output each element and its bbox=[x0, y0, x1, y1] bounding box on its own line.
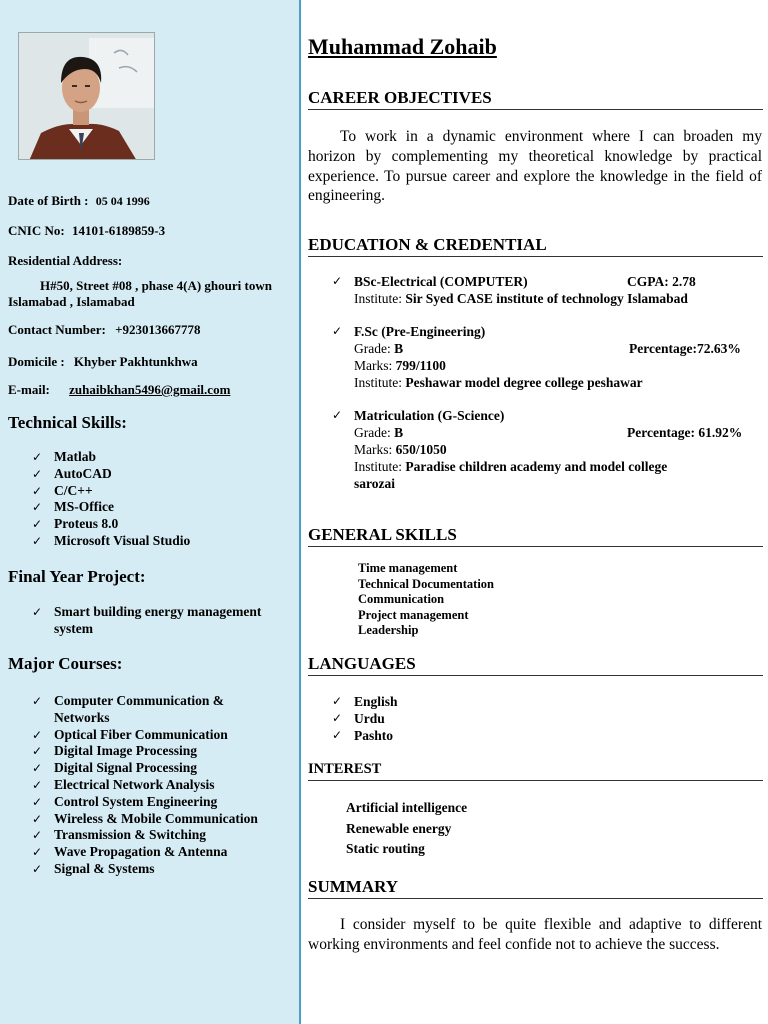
interest-heading: INTEREST bbox=[308, 759, 763, 781]
fyp-list bbox=[32, 604, 261, 638]
domicile-label: Domicile : bbox=[8, 354, 65, 369]
contact-label: Contact Number: bbox=[8, 322, 106, 337]
course-item: ✓ Transmission & Switching bbox=[32, 827, 258, 844]
candidate-name: Muhammad Zohaib bbox=[308, 34, 497, 59]
fyp-line-1: Smart building energy management bbox=[54, 604, 262, 619]
fsc-grade: B bbox=[394, 341, 404, 356]
course-item: ✓ Electrical Network Analysis bbox=[32, 777, 258, 794]
fsc-marks: 799/1100 bbox=[395, 358, 446, 373]
profile-photo bbox=[18, 32, 155, 160]
general-skills-list bbox=[358, 561, 494, 639]
summary-text: I consider myself to be quite flexible and adaptive to different working environments and feel confide not to achieve the success. bbox=[308, 916, 762, 953]
address-line-2: Islamabad , Islamabad bbox=[8, 294, 135, 309]
address-label: Residential Address: bbox=[8, 253, 123, 268]
fsc-marks-label: Marks: bbox=[354, 358, 393, 373]
fyp-heading: Final Year Project: bbox=[8, 567, 146, 586]
technical-skills-list bbox=[32, 449, 190, 550]
bsc-degree: BSc-Electrical (COMPUTER) bbox=[354, 274, 528, 289]
matric-marks: 650/1050 bbox=[395, 442, 447, 457]
dob-label: Date of Birth : bbox=[8, 193, 89, 208]
course-item: ✓ Digital Image Processing bbox=[32, 743, 258, 760]
check-icon: ✓ bbox=[332, 324, 343, 338]
contact-value: +923013667778 bbox=[115, 322, 201, 337]
languages-list bbox=[332, 693, 398, 744]
course-item: ✓ Wave Propagation & Antenna bbox=[32, 844, 258, 861]
sidebar bbox=[0, 0, 301, 1024]
domicile-row bbox=[8, 354, 198, 370]
fsc-institute: Peshawar model degree college peshawar bbox=[405, 375, 643, 390]
general-skill-item: Time management bbox=[358, 561, 458, 575]
bsc-cgpa: CGPA: 2.78 bbox=[627, 274, 696, 289]
interest-list bbox=[346, 798, 467, 860]
fyp-line-2: system bbox=[54, 620, 93, 636]
summary-heading: SUMMARY bbox=[308, 877, 763, 899]
technical-skill-item: ✓ MS-Office bbox=[32, 499, 190, 516]
language-item: ✓ English bbox=[332, 693, 398, 710]
fsc-percentage: Percentage:72.63% bbox=[629, 341, 741, 356]
technical-skill-item: ✓ Proteus 8.0 bbox=[32, 516, 190, 533]
languages-heading: LANGUAGES bbox=[308, 654, 763, 676]
course-first-line-2: Networks bbox=[54, 709, 110, 725]
general-skill-item: Communication bbox=[358, 592, 445, 607]
matric-percentage: Percentage: 61.92% bbox=[627, 425, 743, 440]
general-skill-item: Technical Documentation bbox=[358, 576, 494, 591]
general-skills-heading: GENERAL SKILLS bbox=[308, 525, 763, 547]
technical-skill-item: ✓ AutoCAD bbox=[32, 466, 190, 483]
email-label: E-mail: bbox=[8, 382, 50, 397]
technical-skill-item: ✓ C/C++ bbox=[32, 483, 190, 500]
matric-institute: Paradise children academy and model college bbox=[405, 459, 668, 474]
course-item: ✓ Optical Fiber Communication bbox=[32, 727, 258, 744]
bsc-institute-label: Institute: bbox=[354, 291, 402, 306]
dob-row bbox=[8, 193, 150, 209]
education-bsc bbox=[332, 273, 762, 307]
cnic-label: CNIC No: bbox=[8, 223, 65, 238]
fsc-institute-label: Institute: bbox=[354, 375, 402, 390]
fyp-item bbox=[32, 604, 261, 638]
career-objectives-text: To work in a dynamic environment where I can broaden my horizon by complementing my theoretical knowledge by practical experience. To pursue career and explore the knowledge in the field of engineering. bbox=[308, 128, 762, 205]
matric-degree: Matriculation (G-Science) bbox=[354, 408, 505, 423]
bsc-institute: Sir Syed CASE institute of technology Islamabad bbox=[405, 291, 688, 306]
matric-grade: B bbox=[394, 425, 404, 440]
general-skill-item: Project management bbox=[358, 607, 469, 622]
matric-marks-label: Marks: bbox=[354, 442, 393, 457]
education-fsc bbox=[332, 323, 762, 391]
matric-grade-label: Grade: bbox=[354, 425, 391, 440]
language-item: ✓ Urdu bbox=[332, 710, 398, 727]
course-item: ✓ Wireless & Mobile Communication bbox=[32, 811, 258, 828]
interest-item: Renewable energy bbox=[346, 820, 452, 836]
address-line-1: H#50, Street #08 , phase 4(A) ghouri town bbox=[40, 278, 272, 293]
email-link[interactable]: zuhaibkhan5496@gmail.com bbox=[69, 382, 231, 397]
courses-heading: Major Courses: bbox=[8, 654, 123, 673]
language-item: ✓ Pashto bbox=[332, 727, 398, 744]
technical-skill-item: ✓ Microsoft Visual Studio bbox=[32, 533, 190, 550]
domicile-value: Khyber Pakhtunkhwa bbox=[73, 354, 198, 369]
fsc-degree: F.Sc (Pre-Engineering) bbox=[354, 324, 486, 339]
career-objectives-heading: CAREER OBJECTIVES bbox=[308, 88, 763, 110]
matric-institute-label: Institute: bbox=[354, 459, 402, 474]
matric-institute-line-2: sarozai bbox=[354, 476, 395, 491]
course-first-line-1: Computer Communication & bbox=[54, 693, 224, 708]
cnic-row bbox=[8, 223, 165, 239]
cnic-value: 14101-6189859-3 bbox=[71, 223, 166, 238]
check-icon: ✓ bbox=[332, 408, 343, 422]
course-item: ✓ Signal & Systems bbox=[32, 861, 258, 878]
general-skill-item: Leadership bbox=[358, 623, 419, 638]
technical-skills-heading: Technical Skills: bbox=[8, 413, 127, 432]
dob-value: 05 04 1996 bbox=[95, 194, 150, 208]
course-item: ✓ Control System Engineering bbox=[32, 794, 258, 811]
interest-item: Static routing bbox=[346, 841, 425, 856]
course-item bbox=[32, 693, 258, 727]
check-icon: ✓ bbox=[332, 274, 343, 288]
fsc-grade-label: Grade: bbox=[354, 341, 391, 356]
interest-item: Artificial intelligence bbox=[346, 800, 468, 815]
education-heading: EDUCATION & CREDENTIAL bbox=[308, 235, 763, 257]
email-row bbox=[8, 382, 230, 398]
profile-photo-image bbox=[19, 33, 155, 160]
courses-list bbox=[32, 693, 258, 878]
education-matric bbox=[332, 407, 762, 492]
contact-row bbox=[8, 322, 201, 338]
course-item: ✓ Digital Signal Processing bbox=[32, 760, 258, 777]
technical-skill-item: ✓ Matlab bbox=[32, 449, 190, 466]
